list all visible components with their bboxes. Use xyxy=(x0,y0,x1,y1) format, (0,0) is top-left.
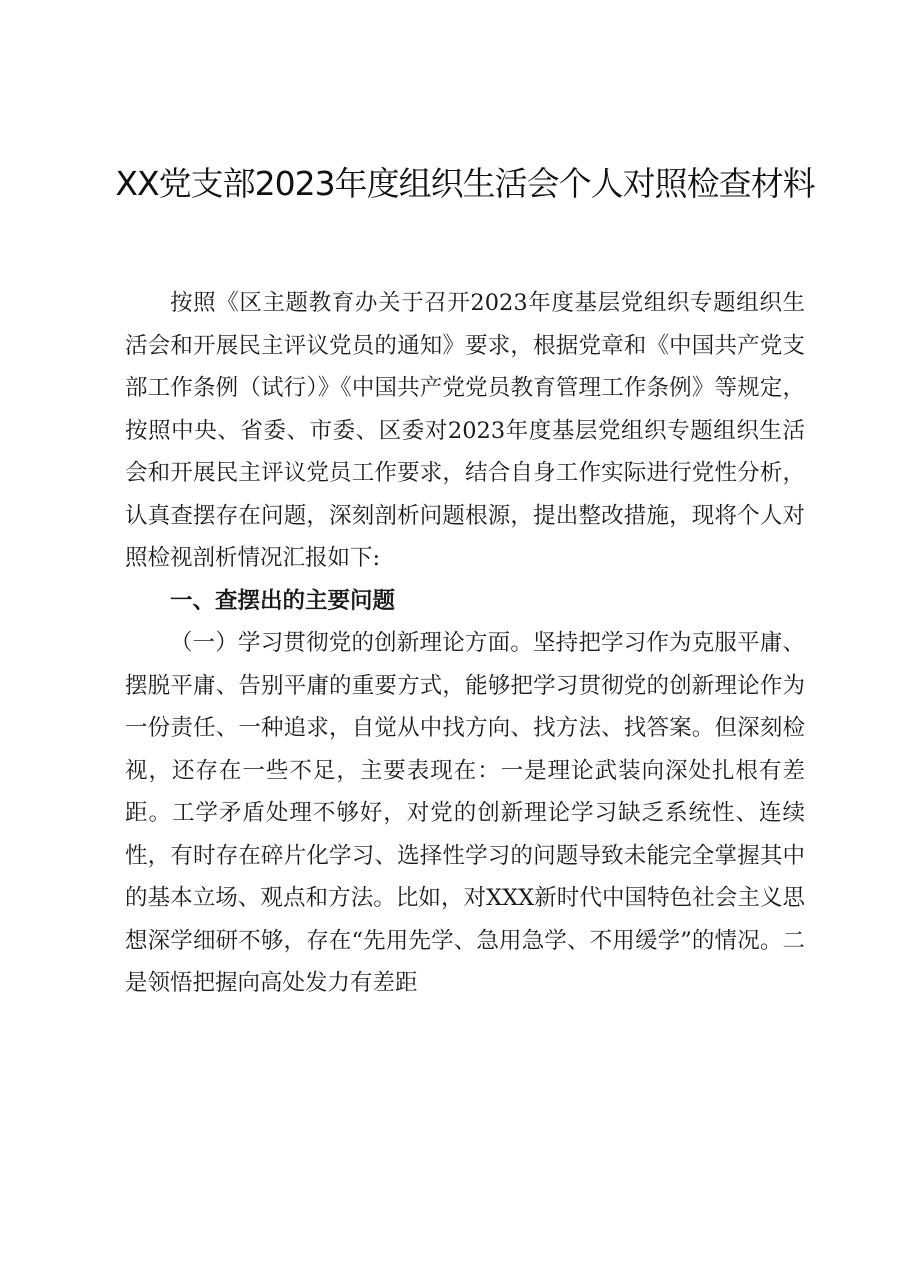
intro-paragraph: 按照《区主题教育办关于召开2023年度基层党组织专题组织生活会和开展民主评议党员的通知》要求，根据党章和《中国共产党支部工作条例（试行）》《中国共产党党员教育管理工作条例》等规定，按照中央、省委、市委、区委对2023年度基层党组织专题组织生活会和开展民主评议党员工作要求，结合自身工作实际进行党性分析，认真查摆存在问题，深刻剖析问题根源，提出整改措施，现将个人对照检视剖析情况汇报如下: xyxy=(125,290,805,571)
document-title: XX党支部2023年度组织生活会个人对照检查材料 xyxy=(115,164,815,203)
section-paragraph-theory-study: （一）学习贯彻党的创新理论方面。坚持把学习作为克服平庸、摆脱平庸、告别平庸的重要方式，能够把学习贯彻党的创新理论作为一份责任、一种追求，自觉从中找方向、找方法、找答案。但深刻检视，还存在一些不足，主要表现在：一是理论武装向深处扎根有差距。工学矛盾处理不够好，对党的创新理论学习缺乏系统性、连续性，有时存在碎片化学习、选择性学习的问题导致未能完全掌握其中的基本立场、观点和方法。比如，对XXX新时代中国特色社会主义思想深学细研不够，存在“先用先学、急用急学、不用缓学”的情况。二是领悟把握向高处发力有差距 xyxy=(125,630,805,996)
section-heading-main-problems: 一、查摆出的主要问题 xyxy=(170,587,396,614)
document-body xyxy=(125,282,805,1005)
